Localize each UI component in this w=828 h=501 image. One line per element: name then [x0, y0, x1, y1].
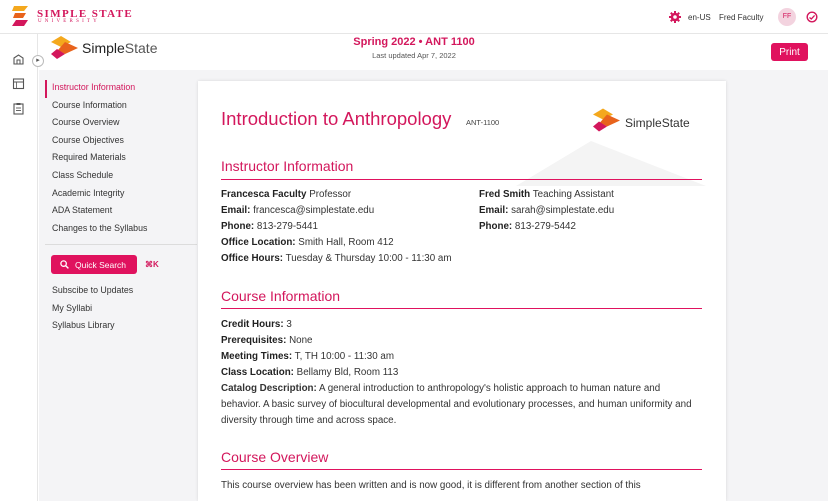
- section-heading-instructor: Instructor Information: [221, 158, 354, 174]
- syllabus-nav: [45, 80, 197, 238]
- university-subtitle: UNIVERSITY: [38, 19, 100, 24]
- quick-search-label: Quick Search: [75, 259, 127, 270]
- document-brand-name: [625, 116, 690, 130]
- prerequisites-line: [221, 335, 313, 346]
- nav-item-course-objectives[interactable]: Course Objectives: [52, 134, 124, 145]
- instructor-email-line: [221, 205, 374, 216]
- clipboard-icon[interactable]: [12, 102, 25, 115]
- nav-item-course-overview[interactable]: Course Overview: [52, 117, 120, 128]
- catalog-description-label: Catalog Description:: [221, 383, 317, 394]
- credit-hours: 3: [283, 319, 292, 330]
- instructor-name: Francesca Faculty: [221, 189, 307, 200]
- course-code: ANT-1100: [466, 118, 500, 127]
- instructor-office-line: [221, 237, 394, 248]
- syllabus-document: [198, 81, 726, 501]
- instructor-hours-line: [221, 253, 452, 264]
- section-heading-course-info: Course Information: [221, 288, 341, 304]
- sign-out-icon[interactable]: [806, 11, 818, 23]
- gear-icon[interactable]: [669, 11, 681, 23]
- nav-divider: [45, 244, 197, 245]
- instructor-phone-label: Phone:: [221, 221, 255, 232]
- assistant-email[interactable]: sarah@simplestate.edu: [508, 205, 615, 216]
- document-logo-icon: [593, 108, 620, 132]
- search-icon: [60, 260, 69, 269]
- nav-item-changes-to-syllabus[interactable]: Changes to the Syllabus: [52, 222, 148, 233]
- course-overview-text: This course overview has been written and is now good, it is different from another section of this: [221, 480, 641, 491]
- term-title: Spring 2022 • ANT 1100: [353, 36, 475, 48]
- instructor-office: Smith Hall, Room 412: [295, 237, 394, 248]
- brand-name-light: State: [124, 40, 158, 56]
- quick-search-shortcut: ⌘K: [145, 260, 159, 269]
- university-logo-icon[interactable]: [12, 6, 28, 26]
- credit-hours-label: Credit Hours:: [221, 319, 284, 330]
- nav-item-my-syllabi[interactable]: My Syllabi: [52, 302, 93, 313]
- assistant-phone: 813-279-5442: [512, 221, 576, 232]
- assistant-name-line: [479, 189, 614, 200]
- nav-item-course-information[interactable]: Course Information: [52, 99, 127, 110]
- left-rail: [0, 34, 38, 501]
- calendar-icon[interactable]: [12, 77, 25, 90]
- class-location-label: Class Location:: [221, 367, 294, 378]
- language-selector[interactable]: en-US: [688, 13, 711, 22]
- credit-hours-line: [221, 319, 292, 330]
- rail-expand-toggle[interactable]: ▸: [32, 55, 44, 67]
- section-rule: [221, 308, 702, 309]
- instructor-hours-label: Office Hours:: [221, 253, 284, 264]
- section-rule: [221, 469, 702, 470]
- nav-item-subscribe[interactable]: Subscibe to Updates: [52, 285, 134, 295]
- nav-item-required-materials[interactable]: Required Materials: [52, 152, 126, 163]
- instructor-role: Professor: [306, 189, 352, 200]
- meeting-times-line: [221, 351, 394, 362]
- nav-item-ada-statement[interactable]: ADA Statement: [52, 205, 113, 216]
- section-heading-course-overview: Course Overview: [221, 449, 329, 465]
- prerequisites: None: [286, 335, 313, 346]
- document-brand-light: State: [661, 116, 690, 130]
- document-brand-bold: Simple: [625, 116, 662, 130]
- instructor-phone-line: [221, 221, 318, 232]
- nav-item-class-schedule[interactable]: Class Schedule: [52, 169, 114, 180]
- last-updated: Last updated Apr 7, 2022: [372, 51, 456, 60]
- nav-item-instructor-information[interactable]: Instructor Information: [45, 80, 197, 98]
- secondary-nav: [52, 283, 133, 336]
- course-title: Introduction to Anthropology: [221, 108, 452, 129]
- assistant-phone-label: Phone:: [479, 221, 513, 232]
- instructor-phone: 813-279-5441: [254, 221, 318, 232]
- prerequisites-label: Prerequisites:: [221, 335, 287, 346]
- top-bar: [0, 0, 828, 34]
- brand-name-bold: Simple: [82, 40, 125, 56]
- instructor-office-label: Office Location:: [221, 237, 296, 248]
- class-location-line: [221, 367, 398, 378]
- quick-search-button[interactable]: [51, 255, 137, 274]
- assistant-email-line: [479, 205, 614, 216]
- assistant-email-label: Email:: [479, 205, 509, 216]
- avatar[interactable]: FF: [778, 8, 796, 26]
- university-name: SIMPLE STATE: [37, 8, 134, 20]
- meeting-times-label: Meeting Times:: [221, 351, 293, 362]
- print-button[interactable]: Print: [771, 43, 808, 61]
- instructor-email-label: Email:: [221, 205, 251, 216]
- user-name[interactable]: Fred Faculty: [719, 13, 764, 22]
- catalog-description: [221, 381, 701, 429]
- catalog-description-text: A general introduction to anthropology's holistic approach to human nature and behavior. A basic survey of biocultural developmental and evolutionary processes, and human uniformity and diversity through time and across space.: [221, 383, 692, 426]
- instructor-email[interactable]: francesca@simplestate.edu: [250, 205, 375, 216]
- watermark-shape: [456, 126, 706, 186]
- class-location: Bellamy Bld, Room 113: [293, 367, 399, 378]
- assistant-phone-line: [479, 221, 576, 232]
- instructor-hours: Tuesday & Thursday 10:00 - 11:30 am: [283, 253, 452, 264]
- meeting-times: T, TH 10:00 - 11:30 am: [292, 351, 394, 362]
- section-rule: [221, 179, 702, 180]
- assistant-role: Teaching Assistant: [530, 189, 614, 200]
- nav-item-academic-integrity[interactable]: Academic Integrity: [52, 187, 125, 198]
- assistant-name: Fred Smith: [479, 189, 531, 200]
- nav-item-syllabus-library[interactable]: Syllabus Library: [52, 320, 115, 331]
- instructor-name-line: [221, 189, 351, 200]
